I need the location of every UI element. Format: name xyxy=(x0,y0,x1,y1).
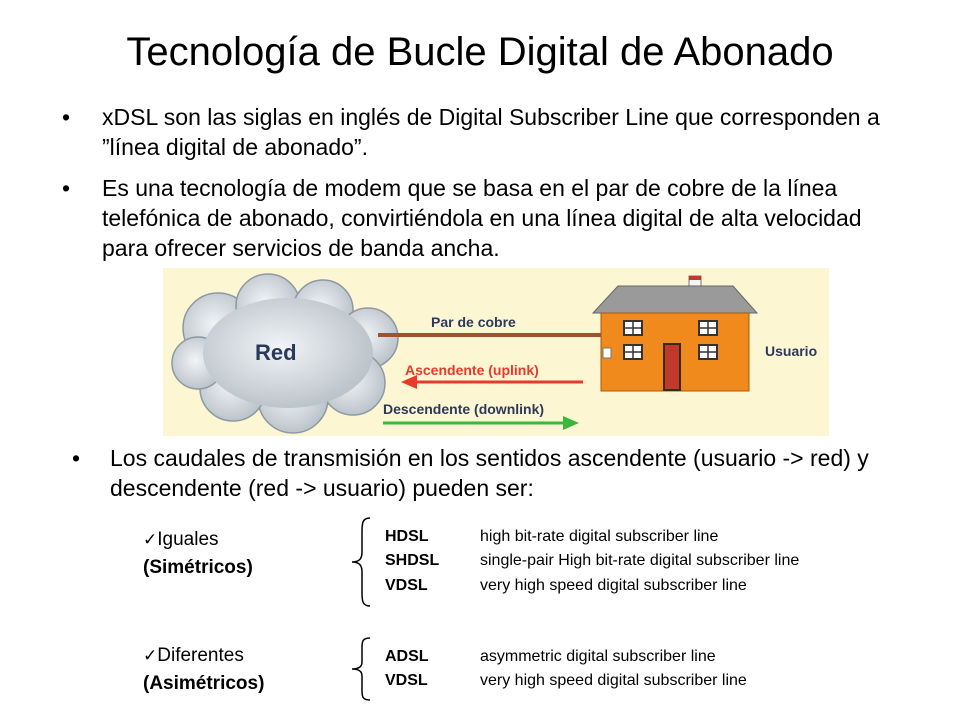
cloud-label: Red xyxy=(255,340,297,365)
group-label-text: Iguales xyxy=(157,529,219,550)
dsl-description: high bit-rate digital subscriber line xyxy=(480,528,719,545)
downlink-label: Descendente (downlink) xyxy=(383,401,545,417)
network-diagram xyxy=(163,268,829,436)
group-label-text: Diferentes xyxy=(157,645,244,666)
dsl-abbreviation: HDSL xyxy=(385,528,429,545)
dsl-abbreviation: ADSL xyxy=(385,648,429,665)
dsl-abbreviation: SHDSL xyxy=(385,552,440,569)
dsl-abbreviation: VDSL xyxy=(385,672,428,689)
bullet-transmission-rates xyxy=(72,443,932,505)
bullet-text: xDSL son las siglas en inglés de Digital Subscriber Line que corresponden a ”línea digital de abonado”. xyxy=(102,104,880,160)
dsl-description: very high speed digital subscriber line xyxy=(480,577,747,594)
copper-pair-label: Par de cobre xyxy=(431,314,516,330)
group-sublabel: (Asimétricos) xyxy=(143,673,265,694)
uplink-label: Ascendente (uplink) xyxy=(405,362,539,378)
bullet-text: Es una tecnología de modem que se basa en el par de cobre de la línea telefónica de abonado, convirtiéndola en una línea digital de alta velocidad para ofrecer servicios de banda ancha. xyxy=(102,175,862,261)
asymmetric-group-label xyxy=(143,642,264,698)
dsl-abbreviation: VDSL xyxy=(385,577,428,594)
house-icon xyxy=(593,276,757,391)
dsl-description: asymmetric digital subscriber line xyxy=(480,648,716,665)
bullet-text: Los caudales de transmisión en los sentidos ascendente (usuario -> red) y descendente (red -> usuario) pueden ser: xyxy=(110,445,869,501)
group-sublabel: (Simétricos) xyxy=(143,557,253,578)
slide-title: Tecnología de Bucle Digital de Abonado xyxy=(126,30,834,74)
bullet-xdsl-definition xyxy=(62,102,902,164)
checkmark-icon: ✓ xyxy=(143,646,158,665)
bullet-marker: • xyxy=(62,104,71,130)
left-brace-icon xyxy=(350,516,372,608)
bullet-marker: • xyxy=(62,175,71,201)
dsl-description: very high speed digital subscriber line xyxy=(480,672,747,689)
bullet-marker: • xyxy=(72,445,81,471)
symmetric-group-label xyxy=(143,526,253,582)
bullet-modem-technology xyxy=(62,173,902,265)
left-brace-icon xyxy=(350,636,372,702)
dsl-description: single-pair High bit-rate digital subscriber line xyxy=(480,552,800,569)
user-label: Usuario xyxy=(765,343,818,359)
checkmark-icon: ✓ xyxy=(143,530,158,549)
